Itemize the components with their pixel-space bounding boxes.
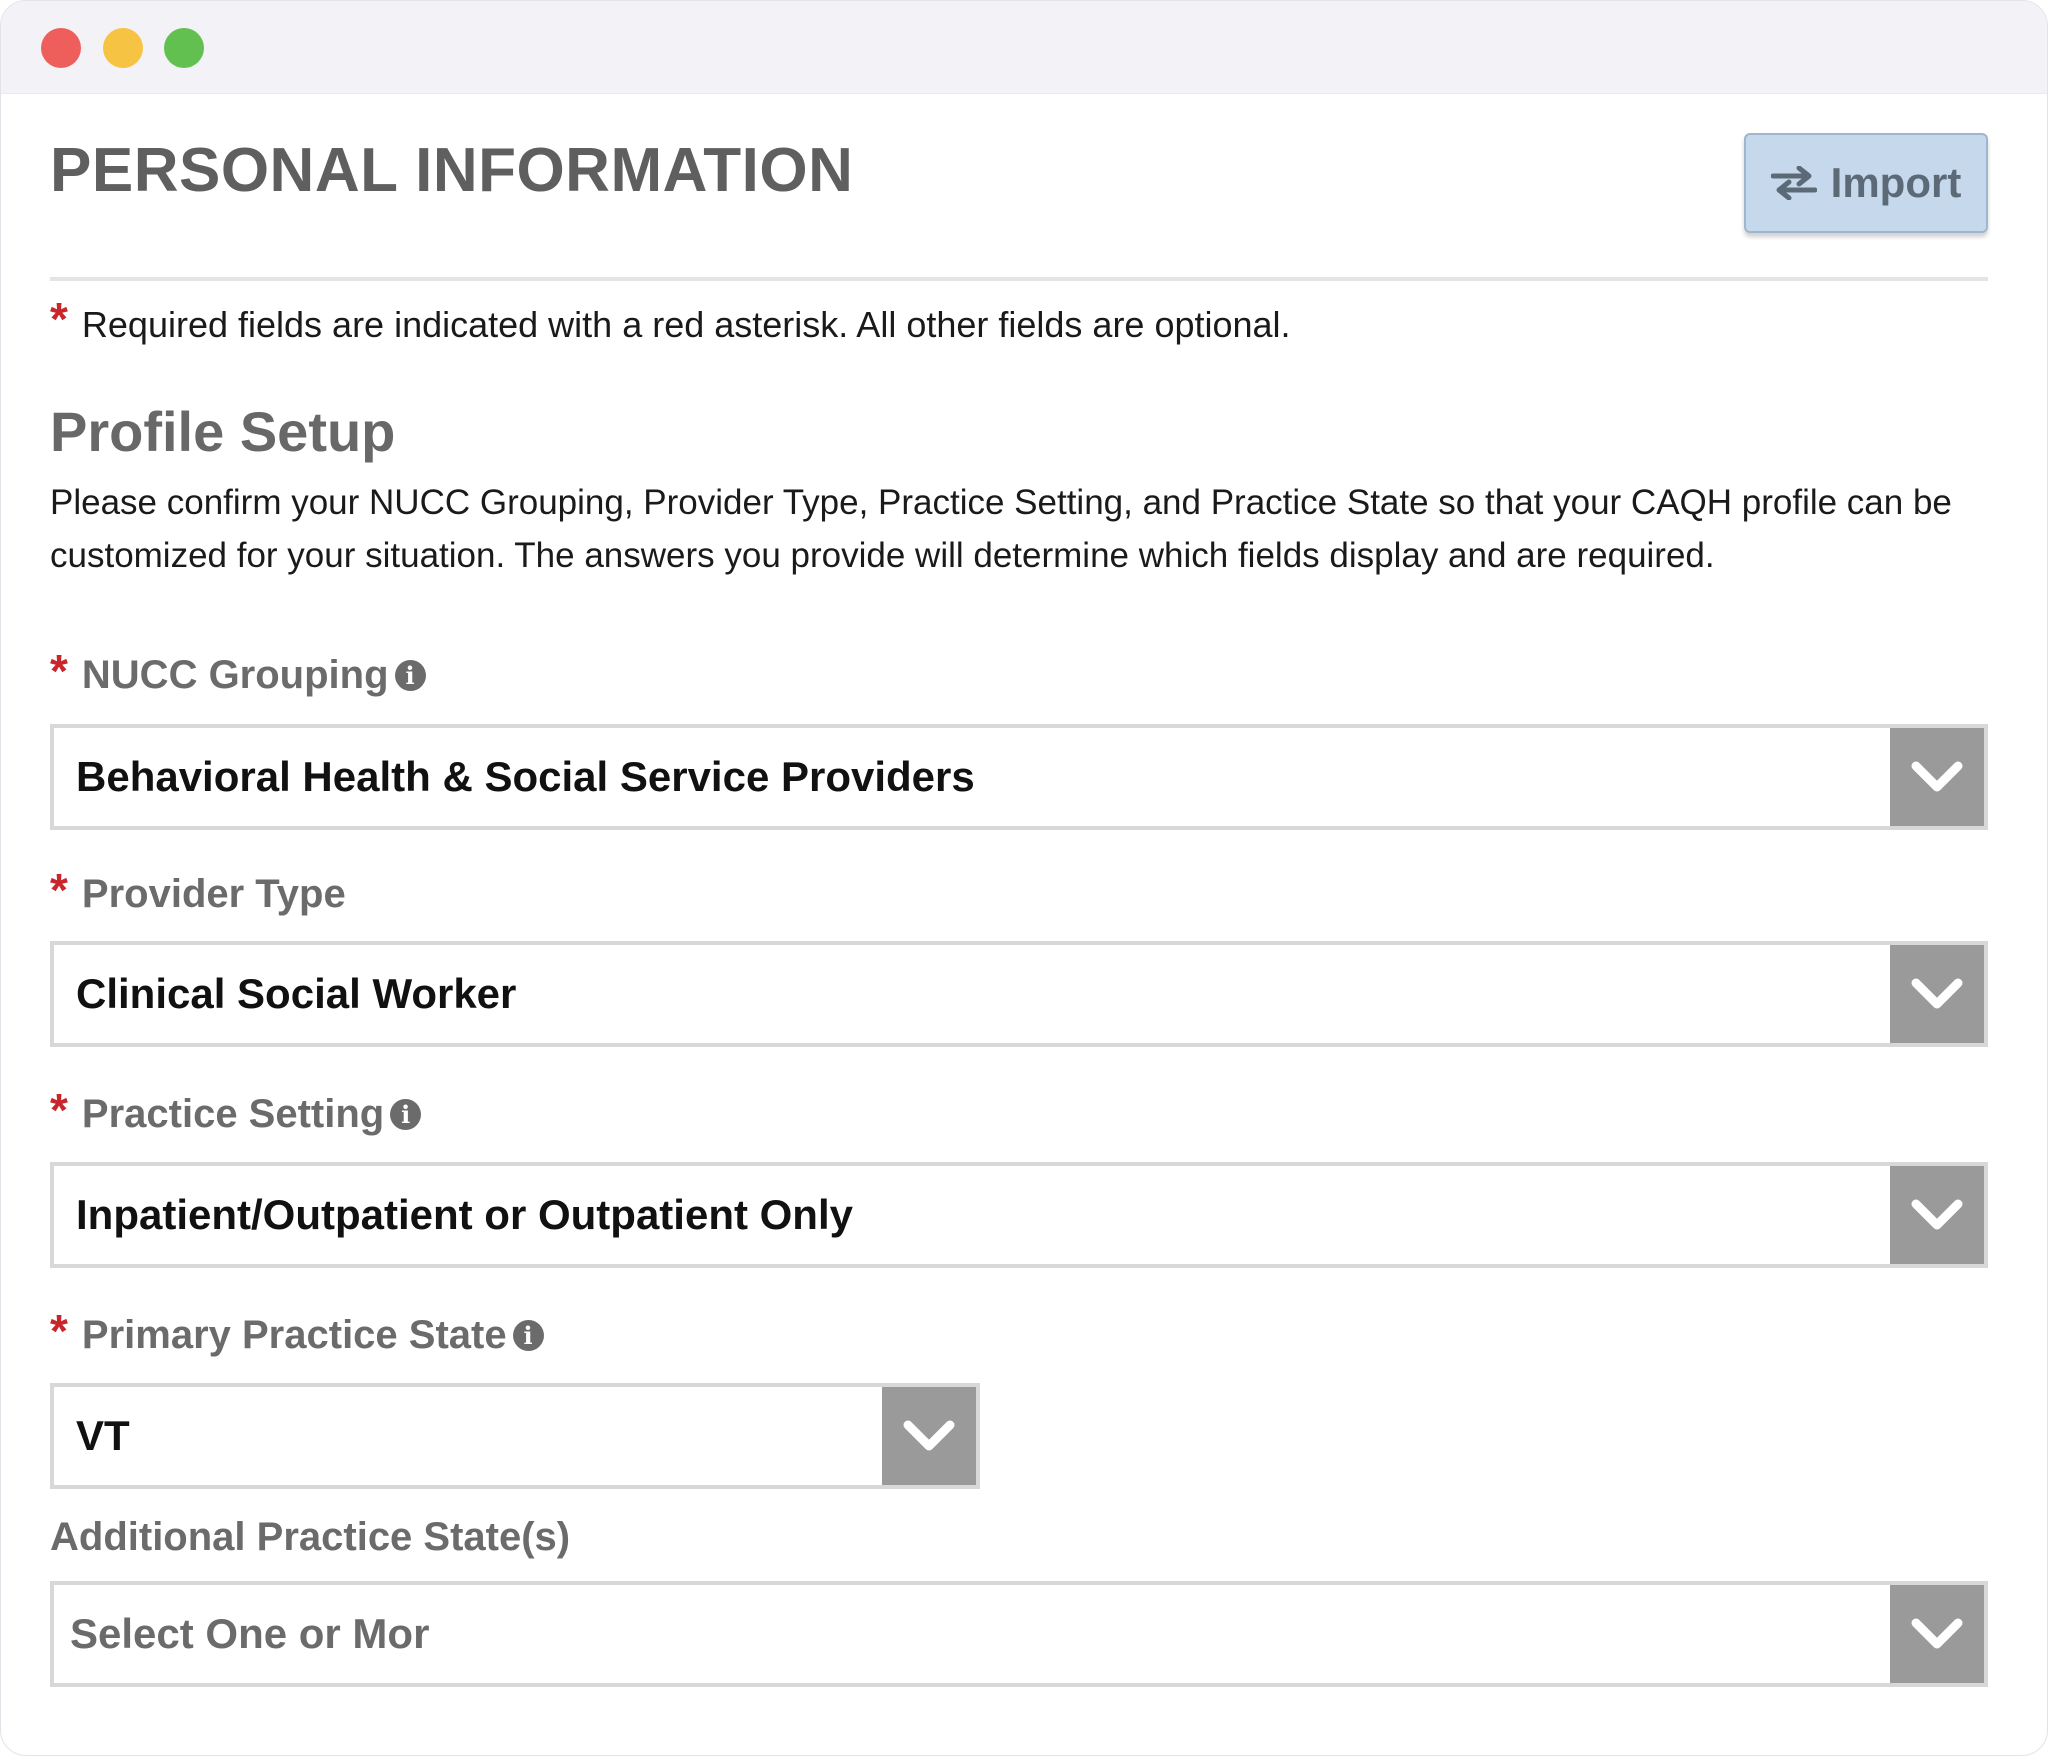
provider-type-select[interactable] (50, 941, 1988, 1047)
practice-setting-label (50, 1084, 1988, 1144)
nucc-grouping-label (50, 645, 1988, 705)
practice-setting-select[interactable] (50, 1162, 1988, 1268)
primary-practice-state-select[interactable] (50, 1383, 980, 1489)
info-icon[interactable]: i (395, 660, 426, 691)
field-label-text: NUCC Grouping (81, 652, 389, 697)
info-icon[interactable]: i (390, 1099, 421, 1130)
info-icon[interactable]: i (513, 1320, 544, 1351)
maximize-window-button[interactable] (164, 28, 204, 68)
nucc-grouping-select[interactable] (50, 724, 1988, 830)
chevron-down-icon[interactable] (1890, 945, 1984, 1043)
section-title: Profile Setup (50, 400, 396, 463)
chevron-down-icon[interactable] (1890, 1585, 1984, 1683)
import-button[interactable] (1744, 133, 1988, 233)
provider-type-field (50, 864, 1988, 1047)
page-header (50, 93, 1988, 281)
title-bar (1, 1, 2047, 94)
selected-value: Inpatient/Outpatient or Outpatient Only (76, 1191, 853, 1238)
minimize-window-button[interactable] (103, 28, 143, 68)
import-button-label: Import (1830, 159, 1962, 206)
close-window-button[interactable] (41, 28, 81, 68)
provider-type-label (50, 864, 1988, 924)
selected-value: VT (76, 1412, 130, 1459)
nucc-grouping-field (50, 645, 1988, 830)
additional-practice-states-field (50, 1507, 1988, 1687)
field-label-text: Primary Practice State (81, 1312, 507, 1357)
required-asterisk-icon: * (50, 864, 68, 916)
required-asterisk-icon: * (50, 1305, 68, 1357)
required-note-text: Required fields are indicated with a red asterisk. All other fields are optional. (81, 304, 1291, 345)
section-description: Please confirm your NUCC Grouping, Provider Type, Practice Setting, and Practice State so that your CAQH profile can be customized for your situation. The answers you provide will determine which fields display and are required. (50, 483, 1952, 575)
field-label-text: Practice Setting (81, 1091, 385, 1136)
practice-setting-field (50, 1084, 1988, 1268)
primary-practice-state-label (50, 1305, 980, 1365)
required-fields-note (50, 295, 1988, 355)
swap-arrows-icon (1771, 166, 1817, 200)
primary-practice-state-field (50, 1305, 980, 1489)
select-placeholder: Select One or Mor (70, 1610, 430, 1657)
field-label-text: Provider Type (81, 871, 346, 916)
required-asterisk-icon: * (50, 645, 68, 697)
additional-practice-states-label (50, 1507, 1988, 1567)
field-label-text: Additional Practice State(s) (50, 1514, 571, 1559)
required-asterisk-icon: * (50, 293, 68, 345)
chevron-down-icon[interactable] (1890, 728, 1984, 826)
chevron-down-icon[interactable] (882, 1387, 976, 1485)
chevron-down-icon[interactable] (1890, 1166, 1984, 1264)
required-asterisk-icon: * (50, 1084, 68, 1136)
selected-value: Clinical Social Worker (76, 970, 517, 1017)
additional-practice-states-select[interactable] (50, 1581, 1988, 1687)
page-title: PERSONAL INFORMATION (50, 136, 854, 205)
selected-value: Behavioral Health & Social Service Providers (76, 753, 975, 800)
